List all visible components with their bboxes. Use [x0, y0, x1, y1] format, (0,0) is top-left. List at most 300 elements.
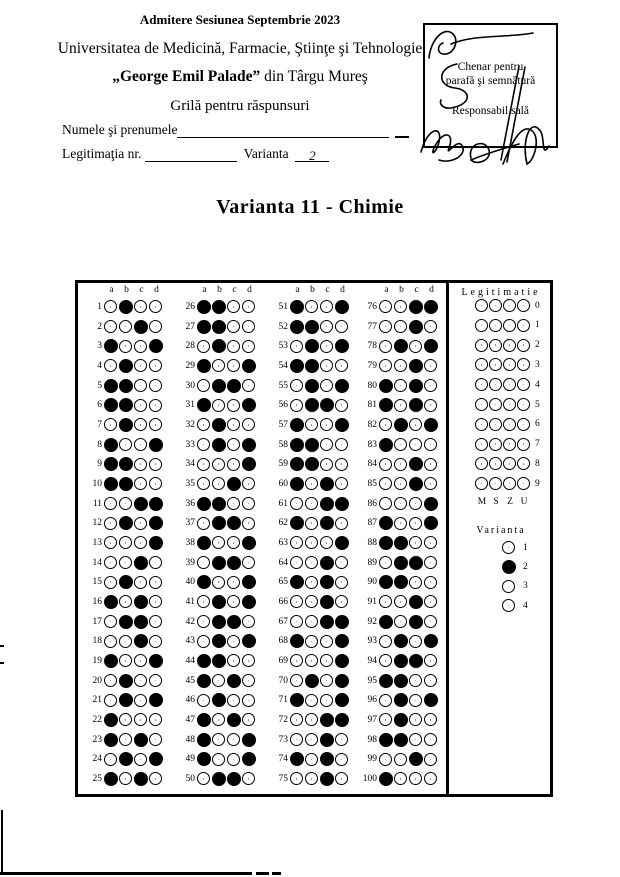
answer-bubble-q46-c[interactable] [227, 694, 240, 707]
answer-bubble-q96-d[interactable] [424, 693, 438, 707]
legitimatie-bubble-1-M[interactable] [475, 319, 488, 332]
answer-bubble-q35-b[interactable] [212, 477, 225, 490]
legitimatie-bubble-5-Z[interactable] [503, 398, 516, 411]
answer-bubble-q17-a[interactable] [104, 615, 117, 628]
answer-bubble-q44-b[interactable] [212, 654, 226, 668]
answer-bubble-q80-b[interactable] [394, 379, 407, 392]
answer-bubble-q48-b[interactable] [212, 733, 225, 746]
answer-bubble-q49-a[interactable] [197, 752, 211, 766]
answer-bubble-q18-b[interactable] [119, 635, 132, 648]
legitimatie-bubble-5-M[interactable] [475, 398, 488, 411]
answer-bubble-q61-b[interactable] [305, 497, 318, 510]
answer-bubble-q9-a[interactable] [104, 457, 118, 471]
answer-bubble-q3-b[interactable] [119, 340, 132, 353]
answer-bubble-q57-a[interactable] [290, 418, 304, 432]
answer-bubble-q26-a[interactable] [197, 300, 211, 314]
legitimatie-bubble-0-S[interactable] [489, 299, 502, 312]
answer-bubble-q48-d[interactable] [242, 733, 256, 747]
answer-bubble-q39-a[interactable] [197, 556, 210, 569]
answer-bubble-q51-b[interactable] [305, 300, 318, 313]
legitimatie-bubble-8-S[interactable] [489, 457, 502, 470]
answer-bubble-q83-b[interactable] [394, 438, 407, 451]
answer-bubble-q21-c[interactable] [134, 694, 147, 707]
answer-bubble-q87-d[interactable] [424, 516, 438, 530]
answer-bubble-q63-b[interactable] [305, 536, 318, 549]
answer-bubble-q57-c[interactable] [320, 418, 333, 431]
answer-bubble-q18-c[interactable] [134, 634, 148, 648]
answer-bubble-q7-d[interactable] [149, 418, 162, 431]
answer-bubble-q20-a[interactable] [104, 674, 117, 687]
answer-bubble-q98-a[interactable] [379, 733, 393, 747]
answer-bubble-q31-d[interactable] [242, 398, 256, 412]
answer-bubble-q85-c[interactable] [409, 477, 423, 491]
answer-bubble-q68-c[interactable] [320, 635, 333, 648]
answer-bubble-q76-a[interactable] [379, 300, 392, 313]
answer-bubble-q58-d[interactable] [335, 438, 348, 451]
answer-bubble-q68-a[interactable] [290, 634, 304, 648]
answer-bubble-q77-b[interactable] [394, 320, 407, 333]
answer-bubble-q21-d[interactable] [149, 693, 163, 707]
answer-bubble-q30-a[interactable] [197, 379, 210, 392]
answer-bubble-q19-d[interactable] [149, 654, 163, 668]
answer-bubble-q97-c[interactable] [409, 713, 422, 726]
answer-bubble-q65-d[interactable] [335, 576, 348, 589]
answer-bubble-q60-d[interactable] [335, 477, 348, 490]
legitimatie-bubble-9-M[interactable] [475, 477, 488, 490]
answer-bubble-q20-d[interactable] [149, 674, 162, 687]
answer-bubble-q16-b[interactable] [119, 595, 132, 608]
legitimatie-bubble-1-Z[interactable] [503, 319, 516, 332]
answer-bubble-q79-c[interactable] [409, 359, 423, 373]
answer-bubble-q19-b[interactable] [119, 654, 132, 667]
answer-bubble-q45-b[interactable] [212, 674, 225, 687]
answer-bubble-q68-d[interactable] [335, 634, 349, 648]
answer-bubble-q68-b[interactable] [305, 635, 318, 648]
answer-bubble-q5-a[interactable] [104, 379, 118, 393]
answer-bubble-q18-a[interactable] [104, 635, 117, 648]
legitimatie-bubble-7-M[interactable] [475, 438, 488, 451]
answer-bubble-q16-c[interactable] [134, 595, 148, 609]
answer-bubble-q55-d[interactable] [335, 379, 349, 393]
answer-bubble-q11-a[interactable] [104, 497, 117, 510]
answer-bubble-q83-d[interactable] [424, 438, 437, 451]
answer-bubble-q74-c[interactable] [320, 752, 334, 766]
answer-bubble-q32-c[interactable] [227, 418, 240, 431]
answer-bubble-q13-a[interactable] [104, 536, 117, 549]
answer-bubble-q24-c[interactable] [134, 753, 147, 766]
answer-bubble-q99-a[interactable] [379, 753, 392, 766]
answer-bubble-q3-c[interactable] [134, 340, 147, 353]
answer-bubble-q17-c[interactable] [134, 615, 148, 629]
answer-bubble-q31-c[interactable] [227, 399, 240, 412]
answer-bubble-q63-d[interactable] [335, 536, 349, 550]
answer-bubble-q47-d[interactable] [242, 713, 255, 726]
answer-bubble-q95-b[interactable] [394, 674, 408, 688]
answer-bubble-q70-b[interactable] [305, 674, 319, 688]
answer-bubble-q88-c[interactable] [409, 536, 422, 549]
answer-bubble-q52-d[interactable] [335, 320, 348, 333]
legitimatie-bubble-0-Z[interactable] [503, 299, 516, 312]
answer-bubble-q85-b[interactable] [394, 477, 407, 490]
answer-bubble-q28-d[interactable] [242, 340, 255, 353]
answer-bubble-q39-c[interactable] [227, 556, 241, 570]
answer-bubble-q74-a[interactable] [290, 752, 304, 766]
answer-bubble-q35-a[interactable] [197, 477, 210, 490]
answer-bubble-q75-d[interactable] [335, 772, 348, 785]
answer-bubble-q77-c[interactable] [409, 320, 423, 334]
answer-bubble-q92-a[interactable] [379, 615, 393, 629]
answer-bubble-q93-c[interactable] [409, 635, 422, 648]
answer-bubble-q57-b[interactable] [305, 418, 318, 431]
legitimatie-bubble-6-Z[interactable] [503, 418, 516, 431]
legitimatie-bubble-3-Z[interactable] [503, 358, 516, 371]
answer-bubble-q42-b[interactable] [212, 615, 226, 629]
answer-bubble-q84-a[interactable] [379, 458, 392, 471]
legitimatie-bubble-2-Z[interactable] [503, 339, 516, 352]
answer-bubble-q23-c[interactable] [134, 733, 148, 747]
answer-bubble-q3-a[interactable] [104, 339, 118, 353]
answer-bubble-q4-a[interactable] [104, 359, 117, 372]
answer-bubble-q95-c[interactable] [409, 674, 422, 687]
answer-bubble-q83-a[interactable] [379, 438, 393, 452]
answer-bubble-q43-b[interactable] [212, 634, 226, 648]
answer-bubble-q25-d[interactable] [149, 772, 162, 785]
answer-bubble-q22-c[interactable] [134, 713, 147, 726]
answer-bubble-q54-a[interactable] [290, 359, 304, 373]
answer-bubble-q33-d[interactable] [242, 438, 256, 452]
answer-bubble-q22-b[interactable] [119, 713, 132, 726]
answer-bubble-q34-a[interactable] [197, 458, 210, 471]
answer-bubble-q27-a[interactable] [197, 320, 211, 334]
answer-bubble-q73-d[interactable] [335, 733, 348, 746]
answer-bubble-q81-d[interactable] [424, 399, 437, 412]
answer-bubble-q89-d[interactable] [424, 556, 437, 569]
answer-bubble-q98-d[interactable] [424, 733, 437, 746]
answer-bubble-q58-b[interactable] [305, 438, 319, 452]
answer-bubble-q86-a[interactable] [379, 497, 392, 510]
answer-bubble-q45-c[interactable] [227, 674, 241, 688]
answer-bubble-q73-c[interactable] [320, 733, 334, 747]
answer-bubble-q57-d[interactable] [335, 418, 349, 432]
answer-bubble-q78-b[interactable] [394, 339, 408, 353]
answer-bubble-q40-c[interactable] [227, 576, 240, 589]
answer-bubble-q34-c[interactable] [227, 458, 240, 471]
answer-bubble-q91-a[interactable] [379, 595, 392, 608]
answer-bubble-q87-c[interactable] [409, 517, 422, 530]
answer-bubble-q10-d[interactable] [149, 477, 162, 490]
answer-bubble-q72-a[interactable] [290, 713, 303, 726]
legitimatie-bubble-4-M[interactable] [475, 378, 488, 391]
answer-bubble-q14-d[interactable] [149, 556, 162, 569]
answer-bubble-q21-b[interactable] [119, 693, 133, 707]
answer-bubble-q36-d[interactable] [242, 497, 255, 510]
answer-bubble-q96-b[interactable] [394, 693, 408, 707]
answer-bubble-q90-c[interactable] [409, 576, 422, 589]
answer-bubble-q61-a[interactable] [290, 497, 303, 510]
answer-bubble-q72-d[interactable] [335, 713, 349, 727]
answer-bubble-q20-b[interactable] [119, 674, 133, 688]
answer-bubble-q85-a[interactable] [379, 477, 392, 490]
answer-bubble-q7-c[interactable] [134, 418, 147, 431]
answer-bubble-q31-a[interactable] [197, 398, 211, 412]
answer-bubble-q5-b[interactable] [119, 379, 133, 393]
answer-bubble-q29-d[interactable] [242, 359, 256, 373]
answer-bubble-q41-a[interactable] [197, 595, 210, 608]
answer-bubble-q11-c[interactable] [134, 497, 148, 511]
answer-bubble-q62-a[interactable] [290, 516, 304, 530]
answer-bubble-q86-c[interactable] [409, 497, 422, 510]
answer-bubble-q75-a[interactable] [290, 772, 303, 785]
answer-bubble-q98-c[interactable] [409, 733, 422, 746]
answer-bubble-q65-b[interactable] [305, 576, 318, 589]
answer-bubble-q71-c[interactable] [320, 694, 333, 707]
legitimatie-bubble-6-U[interactable] [517, 418, 530, 431]
answer-bubble-q73-a[interactable] [290, 733, 303, 746]
answer-bubble-q10-b[interactable] [119, 477, 133, 491]
answer-bubble-q69-a[interactable] [290, 654, 303, 667]
answer-bubble-q94-d[interactable] [424, 654, 437, 667]
answer-bubble-q13-c[interactable] [134, 536, 147, 549]
answer-bubble-q76-c[interactable] [409, 300, 423, 314]
answer-bubble-q69-d[interactable] [335, 654, 349, 668]
answer-bubble-q95-a[interactable] [379, 674, 393, 688]
answer-bubble-q33-a[interactable] [197, 438, 210, 451]
answer-bubble-q34-b[interactable] [212, 458, 225, 471]
answer-bubble-q24-a[interactable] [104, 753, 117, 766]
answer-bubble-q25-a[interactable] [104, 772, 118, 786]
answer-bubble-q20-c[interactable] [134, 674, 147, 687]
answer-bubble-q41-d[interactable] [242, 595, 256, 609]
answer-bubble-q36-a[interactable] [197, 497, 211, 511]
answer-bubble-q54-b[interactable] [305, 359, 319, 373]
answer-bubble-q79-d[interactable] [424, 359, 437, 372]
answer-bubble-q87-b[interactable] [394, 517, 407, 530]
answer-bubble-q13-d[interactable] [149, 536, 163, 550]
answer-bubble-q16-a[interactable] [104, 595, 118, 609]
answer-bubble-q75-c[interactable] [320, 772, 334, 786]
answer-bubble-q65-a[interactable] [290, 575, 304, 589]
answer-bubble-q52-b[interactable] [305, 320, 319, 334]
legitimatie-bubble-9-S[interactable] [489, 477, 502, 490]
answer-bubble-q94-a[interactable] [379, 654, 392, 667]
answer-bubble-q50-b[interactable] [212, 772, 226, 786]
legitimatie-bubble-8-U[interactable] [517, 457, 530, 470]
answer-bubble-q35-c[interactable] [227, 477, 241, 491]
answer-bubble-q22-d[interactable] [149, 713, 162, 726]
answer-bubble-q50-a[interactable] [197, 772, 210, 785]
legitimatie-bubble-9-Z[interactable] [503, 477, 516, 490]
answer-bubble-q1-c[interactable] [134, 300, 147, 313]
legitimatie-bubble-4-U[interactable] [517, 378, 530, 391]
answer-bubble-q7-a[interactable] [104, 418, 117, 431]
answer-bubble-q62-c[interactable] [320, 516, 334, 530]
answer-bubble-q41-b[interactable] [212, 595, 226, 609]
answer-bubble-q26-d[interactable] [242, 300, 255, 313]
answer-bubble-q8-d[interactable] [149, 438, 163, 452]
answer-bubble-q22-a[interactable] [104, 713, 118, 727]
answer-bubble-q38-c[interactable] [227, 536, 240, 549]
answer-bubble-q44-a[interactable] [197, 654, 211, 668]
legitimatie-bubble-2-U[interactable] [517, 339, 530, 352]
answer-bubble-q66-b[interactable] [305, 595, 318, 608]
answer-bubble-q38-d[interactable] [242, 536, 256, 550]
answer-bubble-q90-d[interactable] [424, 576, 437, 589]
legitimatie-bubble-7-U[interactable] [517, 438, 530, 451]
answer-bubble-q98-b[interactable] [394, 733, 408, 747]
answer-bubble-q23-d[interactable] [149, 733, 162, 746]
answer-bubble-q49-c[interactable] [227, 753, 240, 766]
varianta-bubble-2[interactable] [502, 560, 516, 574]
answer-bubble-q43-a[interactable] [197, 635, 210, 648]
answer-bubble-q28-a[interactable] [197, 340, 210, 353]
answer-bubble-q70-d[interactable] [335, 674, 349, 688]
answer-bubble-q1-b[interactable] [119, 300, 133, 314]
answer-bubble-q80-c[interactable] [409, 379, 423, 393]
answer-bubble-q42-a[interactable] [197, 615, 210, 628]
answer-bubble-q51-a[interactable] [290, 300, 304, 314]
answer-bubble-q28-c[interactable] [227, 340, 240, 353]
answer-bubble-q40-a[interactable] [197, 575, 211, 589]
answer-bubble-q11-d[interactable] [149, 497, 163, 511]
answer-bubble-q67-c[interactable] [320, 615, 334, 629]
answer-bubble-q92-c[interactable] [409, 615, 423, 629]
answer-bubble-q53-c[interactable] [320, 340, 333, 353]
answer-bubble-q6-d[interactable] [149, 399, 162, 412]
answer-bubble-q53-d[interactable] [335, 339, 349, 353]
answer-bubble-q17-b[interactable] [119, 615, 133, 629]
answer-bubble-q25-c[interactable] [134, 772, 148, 786]
answer-bubble-q79-a[interactable] [379, 359, 392, 372]
answer-bubble-q60-c[interactable] [320, 477, 334, 491]
answer-bubble-q66-c[interactable] [320, 595, 334, 609]
answer-bubble-q76-b[interactable] [394, 300, 407, 313]
answer-bubble-q88-a[interactable] [379, 536, 393, 550]
answer-bubble-q91-b[interactable] [394, 595, 407, 608]
answer-bubble-q96-c[interactable] [409, 694, 422, 707]
answer-bubble-q78-c[interactable] [409, 340, 422, 353]
answer-bubble-q71-a[interactable] [290, 693, 304, 707]
answer-bubble-q54-d[interactable] [335, 359, 348, 372]
answer-bubble-q19-a[interactable] [104, 654, 118, 668]
answer-bubble-q33-b[interactable] [212, 438, 226, 452]
answer-bubble-q52-a[interactable] [290, 320, 304, 334]
legitimatie-bubble-2-M[interactable] [475, 339, 488, 352]
answer-bubble-q15-b[interactable] [119, 575, 133, 589]
answer-bubble-q45-d[interactable] [242, 674, 255, 687]
answer-bubble-q10-a[interactable] [104, 477, 118, 491]
legitimatie-bubble-5-U[interactable] [517, 398, 530, 411]
answer-bubble-q14-b[interactable] [119, 556, 132, 569]
answer-bubble-q99-b[interactable] [394, 753, 407, 766]
answer-bubble-q56-b[interactable] [305, 398, 319, 412]
answer-bubble-q92-b[interactable] [394, 615, 407, 628]
answer-bubble-q56-c[interactable] [320, 398, 334, 412]
answer-bubble-q80-d[interactable] [424, 379, 437, 392]
answer-bubble-q2-d[interactable] [149, 320, 162, 333]
answer-bubble-q6-a[interactable] [104, 398, 118, 412]
answer-bubble-q65-c[interactable] [320, 575, 334, 589]
answer-bubble-q55-a[interactable] [290, 379, 303, 392]
answer-bubble-q1-d[interactable] [149, 300, 162, 313]
answer-bubble-q14-c[interactable] [134, 556, 148, 570]
answer-bubble-q6-b[interactable] [119, 398, 133, 412]
answer-bubble-q2-b[interactable] [119, 320, 132, 333]
answer-bubble-q4-b[interactable] [119, 359, 133, 373]
answer-bubble-q10-c[interactable] [134, 477, 147, 490]
answer-bubble-q77-a[interactable] [379, 320, 392, 333]
answer-bubble-q54-c[interactable] [320, 359, 333, 372]
answer-bubble-q71-d[interactable] [335, 693, 349, 707]
answer-bubble-q30-b[interactable] [212, 379, 226, 393]
answer-bubble-q9-d[interactable] [149, 458, 162, 471]
legitimatie-bubble-8-Z[interactable] [503, 457, 516, 470]
answer-bubble-q92-d[interactable] [424, 615, 437, 628]
legitimatie-bubble-7-S[interactable] [489, 438, 502, 451]
answer-bubble-q72-c[interactable] [320, 713, 334, 727]
legitimatie-bubble-1-S[interactable] [489, 319, 502, 332]
answer-bubble-q88-b[interactable] [394, 536, 408, 550]
legitimatie-bubble-3-S[interactable] [489, 358, 502, 371]
answer-bubble-q27-b[interactable] [212, 320, 226, 334]
answer-bubble-q49-d[interactable] [242, 752, 256, 766]
legitimatie-bubble-9-U[interactable] [517, 477, 530, 490]
answer-bubble-q64-a[interactable] [290, 556, 303, 569]
legitimatie-bubble-3-U[interactable] [517, 358, 530, 371]
answer-bubble-q90-a[interactable] [379, 575, 393, 589]
answer-bubble-q4-c[interactable] [134, 359, 147, 372]
answer-bubble-q29-a[interactable] [197, 359, 211, 373]
answer-bubble-q67-a[interactable] [290, 615, 303, 628]
legitimatie-bubble-6-S[interactable] [489, 418, 502, 431]
answer-bubble-q46-a[interactable] [197, 694, 210, 707]
answer-bubble-q51-c[interactable] [320, 300, 333, 313]
answer-bubble-q14-a[interactable] [104, 556, 117, 569]
answer-bubble-q81-c[interactable] [409, 398, 423, 412]
answer-bubble-q42-d[interactable] [242, 615, 255, 628]
answer-bubble-q30-d[interactable] [242, 379, 255, 392]
legitimatie-bubble-2-S[interactable] [489, 339, 502, 352]
answer-bubble-q89-c[interactable] [409, 556, 423, 570]
answer-bubble-q9-c[interactable] [134, 458, 147, 471]
answer-bubble-q78-a[interactable] [379, 340, 392, 353]
answer-bubble-q80-a[interactable] [379, 379, 393, 393]
answer-bubble-q28-b[interactable] [212, 339, 226, 353]
answer-bubble-q9-b[interactable] [119, 457, 133, 471]
answer-bubble-q2-c[interactable] [134, 320, 148, 334]
answer-bubble-q21-a[interactable] [104, 694, 117, 707]
answer-bubble-q63-a[interactable] [290, 536, 303, 549]
answer-bubble-q17-d[interactable] [149, 615, 162, 628]
answer-bubble-q49-b[interactable] [212, 753, 225, 766]
answer-bubble-q81-a[interactable] [379, 398, 393, 412]
answer-bubble-q46-d[interactable] [242, 694, 255, 707]
legitimatie-bubble-6-M[interactable] [475, 418, 488, 431]
varianta-bubble-3[interactable] [502, 580, 515, 593]
legitimatie-bubble-4-S[interactable] [489, 378, 502, 391]
answer-bubble-q61-c[interactable] [320, 497, 334, 511]
answer-bubble-q83-c[interactable] [409, 438, 422, 451]
answer-bubble-q3-d[interactable] [149, 339, 163, 353]
answer-bubble-q72-b[interactable] [305, 713, 318, 726]
answer-bubble-q34-d[interactable] [242, 457, 256, 471]
answer-bubble-q82-b[interactable] [394, 418, 408, 432]
answer-bubble-q97-b[interactable] [394, 713, 408, 727]
legitimatie-bubble-1-U[interactable] [517, 319, 530, 332]
answer-bubble-q7-b[interactable] [119, 418, 133, 432]
answer-bubble-q11-b[interactable] [119, 497, 132, 510]
answer-bubble-q85-d[interactable] [424, 477, 437, 490]
answer-bubble-q75-b[interactable] [305, 772, 318, 785]
